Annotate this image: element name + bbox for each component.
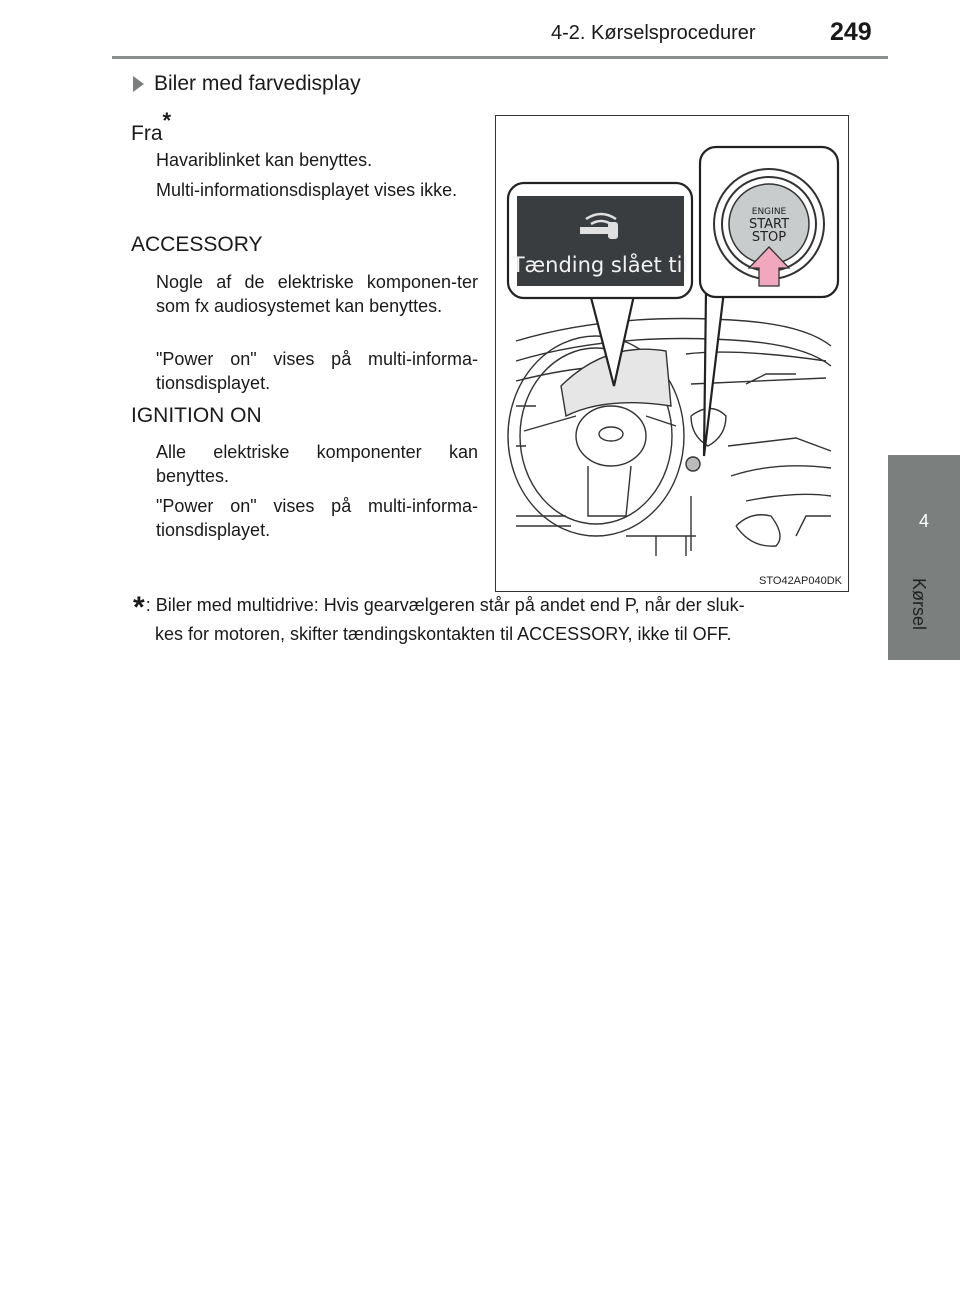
paragraph: Alle elektriske komponenter kan benyttes. [156, 442, 478, 486]
paragraph: "Power on" vises på multi-informa-tionsdisplayet. [156, 349, 478, 393]
page-number: 249 [830, 18, 872, 46]
footnote-line-1: : Biler med multidrive: Hvis gearvælgeren står på andet end P, når der sluk- [145, 595, 745, 615]
footnote-marker: * [162, 108, 172, 133]
bullet-heading-text: Biler med farvedisplay [154, 72, 361, 95]
chapter-name: Kørsel [909, 578, 929, 631]
display-message: Tænding slået til [511, 253, 689, 277]
footnote-line-2: kes for motoren, skifter tændingskontakten til ACCESSORY, ikke til OFF. [155, 624, 732, 644]
bullet-heading [133, 72, 361, 96]
footnote [133, 592, 853, 647]
mode-label-fra [131, 108, 172, 146]
button-label-stop: STOP [751, 230, 787, 245]
footnote-marker: * [133, 591, 145, 624]
chapter-name-wrap [908, 578, 928, 658]
button-label-start: START [748, 217, 790, 232]
mode-label-text: Fra [131, 122, 163, 145]
mode-label-ignition-on: IGNITION ON [131, 404, 262, 427]
section-title: 4-2. Kørselsprocedurer [551, 22, 756, 44]
triangle-bullet-icon [133, 76, 144, 92]
paragraph: "Power on" vises på multi-informa-tionsdisplayet. [156, 496, 478, 540]
paragraph: Multi-informationsdisplayet vises ikke. [156, 180, 458, 200]
button-label-engine: ENGINE [751, 207, 787, 217]
header-rule [112, 56, 888, 59]
paragraph: Nogle af de elektriske komponen-ter som fx audiosystemet kan benyttes. [156, 272, 478, 316]
figure-illustration [495, 115, 849, 592]
dashboard-illustration [496, 116, 848, 591]
chapter-number: 4 [918, 511, 929, 531]
figure-code: STO42AP040DK [759, 575, 842, 587]
paragraph: Havariblinket kan benyttes. [156, 150, 373, 170]
mode-label-accessory: ACCESSORY [131, 233, 263, 256]
